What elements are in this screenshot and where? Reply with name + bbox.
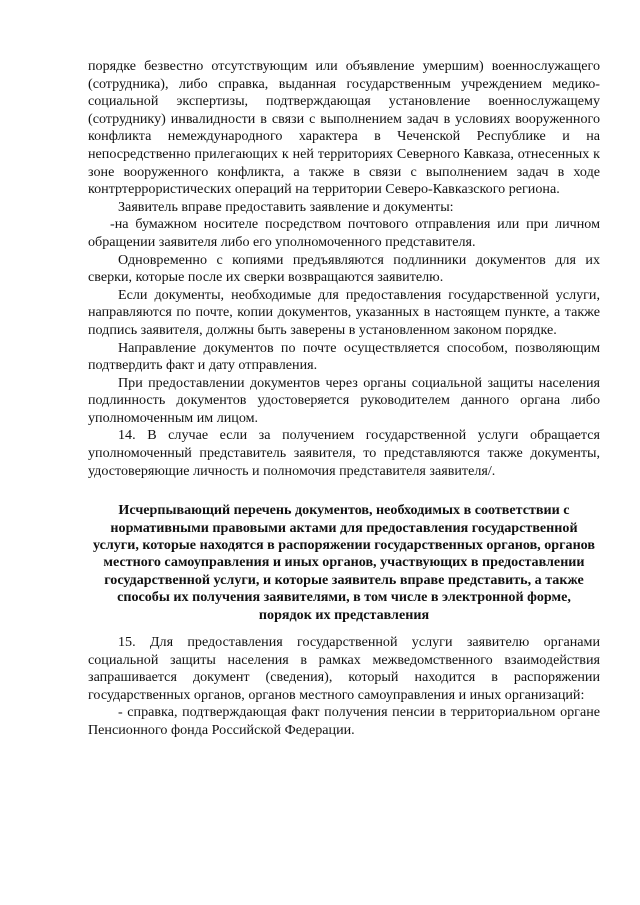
paragraph-pension-certificate: - справка, подтверждающая факт получения пенсии в территориальном органе Пенсионного фонда Российской Федерации. <box>88 704 600 739</box>
paragraph-social-protection: При предоставлении документов через органы социальной защиты населения подлинность документов удостоверяется руководителем данного органа либо уполномоченным им лицом. <box>88 374 600 426</box>
paragraph-originals: Одновременно с копиями предъявляются подлинники документов для их сверки, которые после их сверки возвращаются заявителю. <box>88 251 600 286</box>
document-page <box>88 58 600 740</box>
paragraph-14: 14. В случае если за получением государственной услуги обращается уполномоченный представитель заявителя, то представляются также документы, удостоверяющие личность и полномочия представителя заявителя/. <box>88 427 600 479</box>
paragraph-mail-copies: Если документы, необходимые для предоставления государственной услуги, направляются по почте, копии документов, указанных в настоящем пункте, а также подпись заявителя, должны быть заверены в установленном законом порядке. <box>88 286 600 338</box>
paragraph-applicant-right: Заявитель вправе предоставить заявление и документы: <box>118 198 454 215</box>
paragraph-15: 15. Для предоставления государственной услуги заявителю органами социальной защиты населения в рамках межведомственного взаимодействия запрашивается документ (сведения), который находится в распоряжении государственных органов, органов местного самоуправления и иных организаций: <box>88 634 600 703</box>
section-heading: Исчерпывающий перечень документов, необходимых в соответствии с нормативными правовыми актами для предоставления государственной услуги, которые находятся в распоряжении государственных органов, органов местного самоуправления и иных органов, участвующих в предоставлении государственной услуги, и которые заявитель вправе представить, а также способы их получения заявителями, в том числе в электронной форме, порядок их представления <box>92 502 595 623</box>
paragraph-continuation: порядке безвестно отсутствующим или объявление умершим) военнослужащего (сотрудника), либо справка, выданная государственным учреждением медико-социальной экспертизы, подтверждающая установление военнослужащему (сотруднику) инвалидности в связи с выполнением задач в условиях вооруженного конфликта немеждународного характера в Чеченской Республике и на непосредственно прилегающих к ней территориях Северного Кавказа, отнесенных к зоне вооруженного конфликта, а также в связи с выполнением задач в ходе контртеррористических операций на территории Северо-Кавказского региона. <box>88 58 600 198</box>
paragraph-paper-carrier: -на бумажном носителе посредством почтового отправления или при личном обращении заявителя либо его уполномоченного представителя. <box>88 216 600 250</box>
spacer <box>88 624 600 634</box>
paragraph-mail-method: Направление документов по почте осуществляется способом, позволяющим подтвердить факт и дату отправления. <box>88 339 600 374</box>
